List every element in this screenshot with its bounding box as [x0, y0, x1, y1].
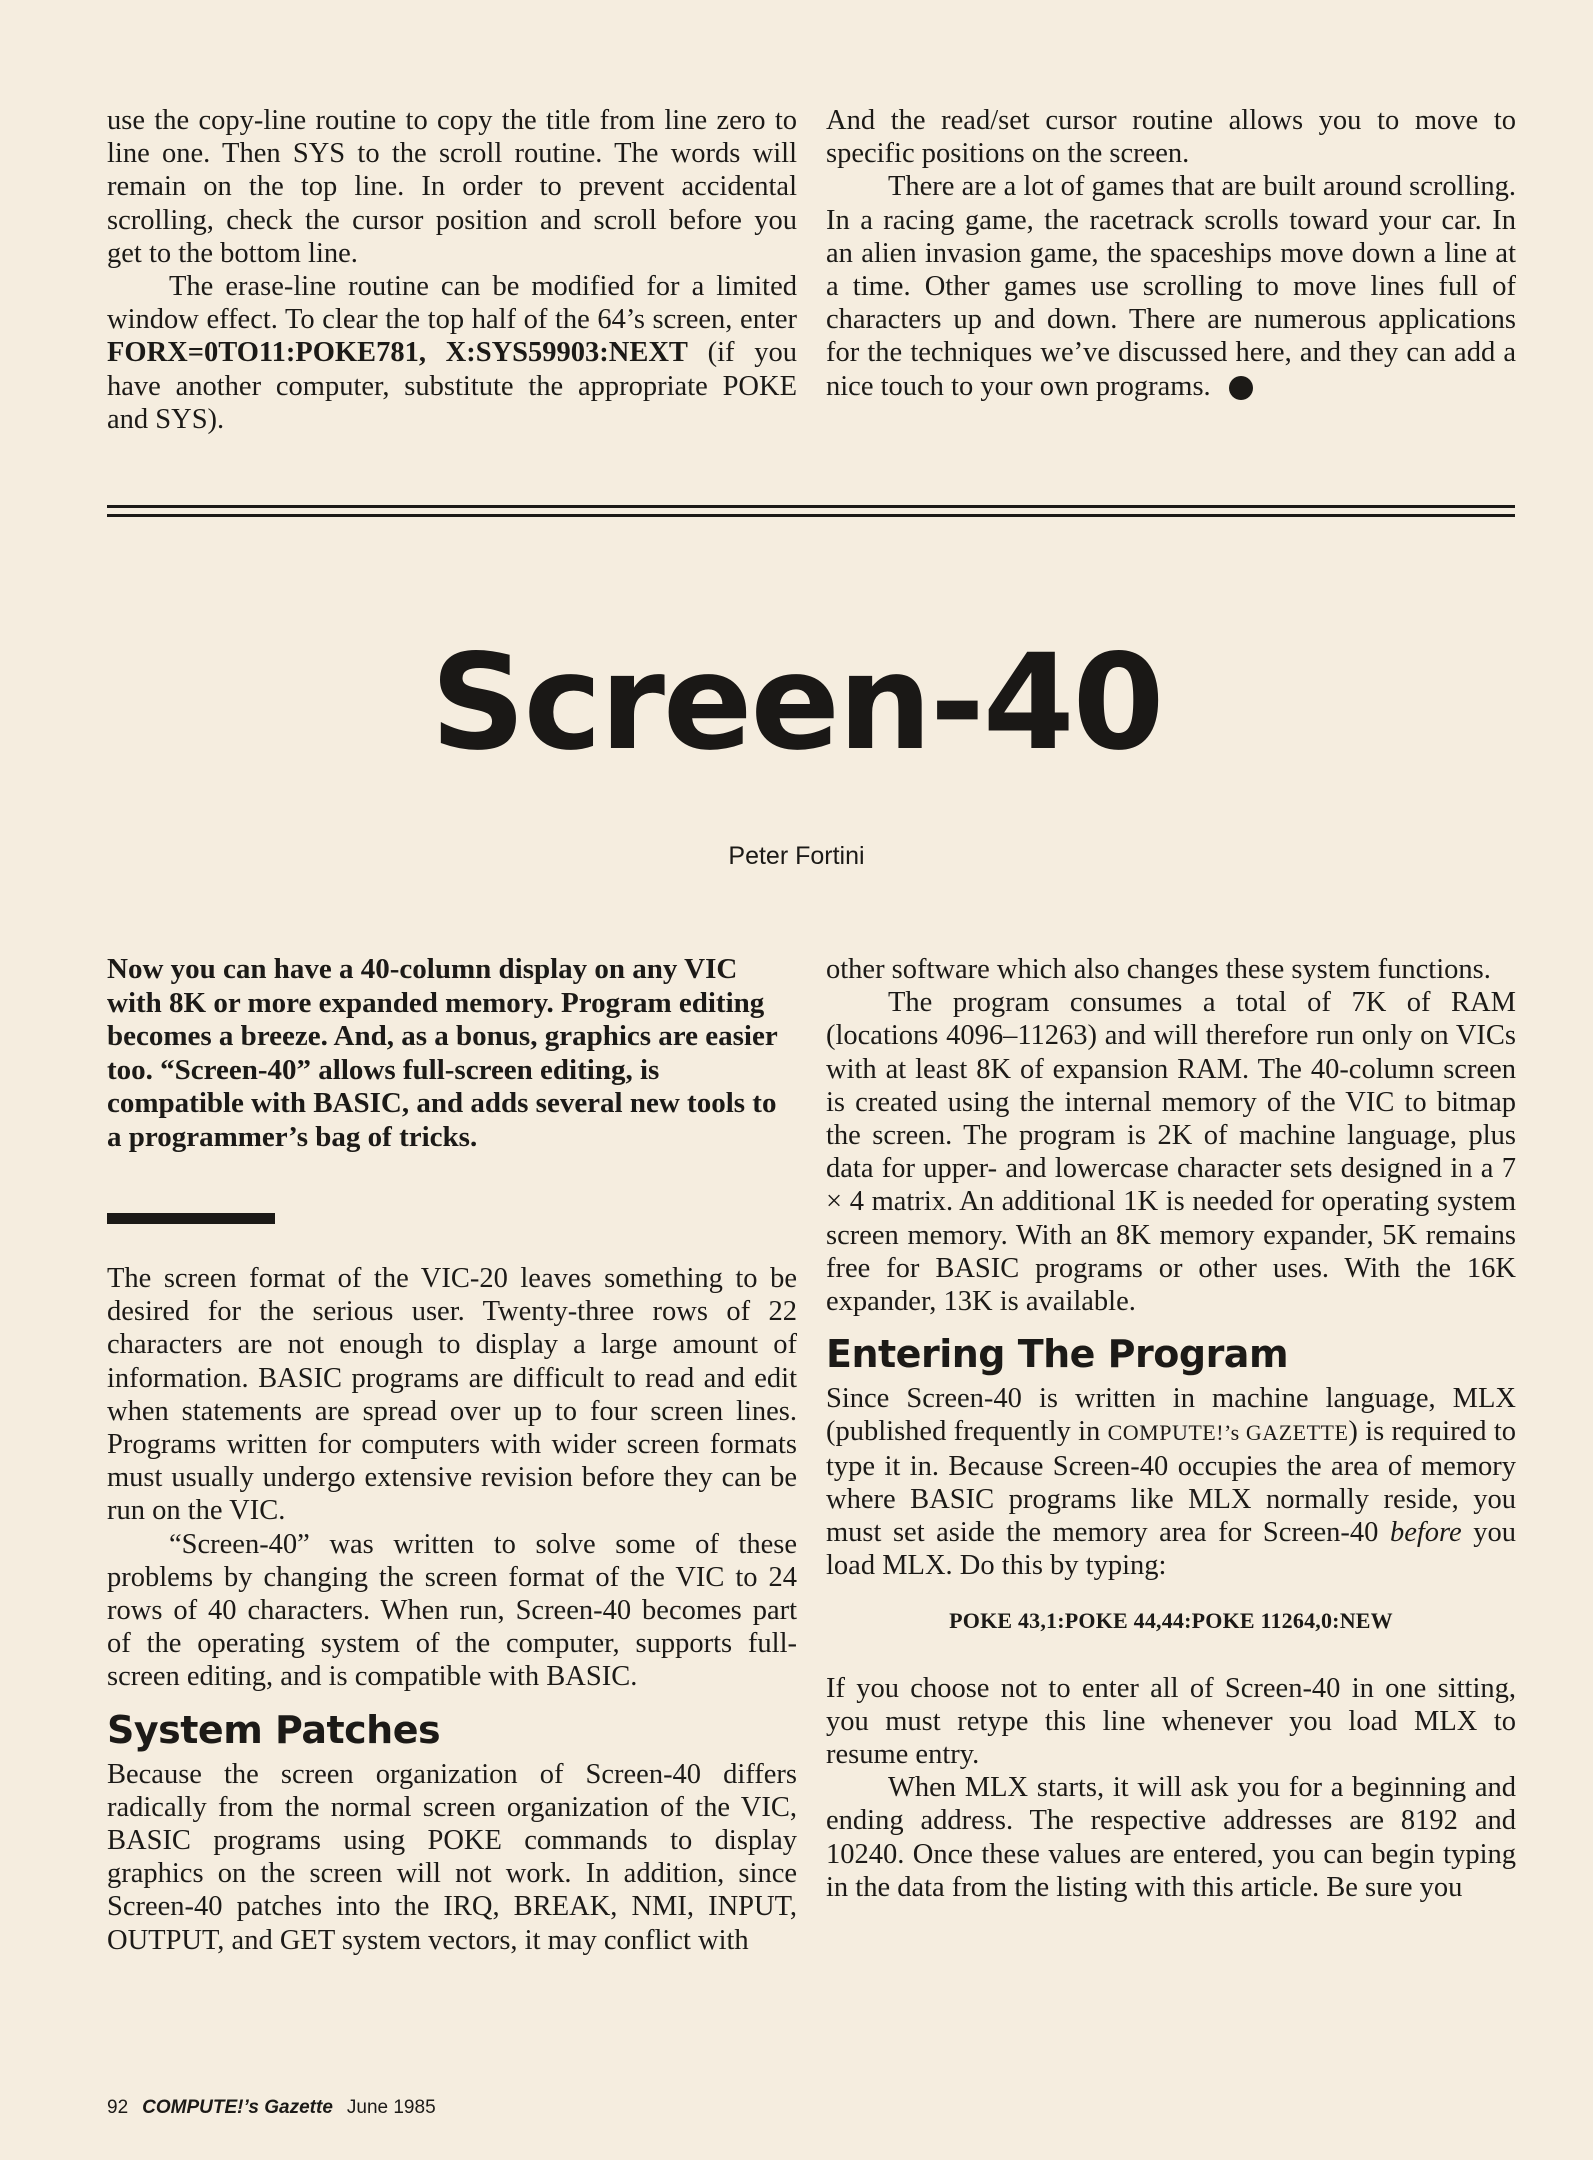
paragraph [107, 270, 797, 436]
text-run: There are a lot of games that are built around scrolling. In a racing game, the racetrack scrolls toward your car. In an alien invasion game, the spaceships move down a line at a time. Other games use scrolling to move lines full of characters up and down. There are numerous applications for the techniques we’ve discussed here, and they can add a nice touch to your own programs. [826, 171, 1516, 402]
issue-date: June 1985 [346, 2097, 436, 2118]
paragraph: The program consumes a total of 7K of RAM (locations 4096–11263) and will therefore run only on VICs with at least 8K of expansion RAM. The 40-column screen is created using the internal memory of the VIC to bitmap the screen. The program is 2K of machine language, plus data for upper- and lowercase character sets designed in a 7 × 4 matrix. An additional 1K is needed for operating system screen memory. With an 8K memory expander, 5K remains free for BASIC programs or other uses. With the 16K expander, 13K is available. [826, 987, 1516, 1318]
article-title: Screen-40 [430, 626, 1163, 780]
article-lead: Now you can have a 40-column display on any VIC with 8K or more expanded memory. Program editing becomes a breeze. And, as a bonus, graphics are easier too. “Screen-40” allows full-screen editing, is compatible with BASIC, and adds several new tools to a programmer’s bag of tricks. [107, 953, 778, 1153]
right-body-column [826, 953, 1516, 1904]
section-heading: Entering The Program [826, 1332, 1289, 1377]
paragraph: The screen format of the VIC-20 leaves something to be desired for the serious user. Twenty-three rows of 22 characters are not enough to display a large amount of information. BASIC programs are difficult to read and edit when statements are spread over up to four screen lines. Programs written for computers with wider screen formats must usually undergo extensive revision before they can be run on the VIC. [107, 1263, 797, 1527]
top-right-column [826, 104, 1516, 403]
paragraph [826, 170, 1516, 402]
text-run: The erase-line routine can be modified for a limited window effect. To clear the top half of the 64’s screen, enter [107, 271, 797, 336]
section-divider [107, 505, 1515, 508]
page-number: 92 [107, 2097, 129, 2118]
paragraph: “Screen-40” was written to solve some of these problems by changing the screen format of the VIC to 24 rows of 40 characters. When run, Screen-40 becomes part of the operating system of the computer, supports full-screen editing, and is compatible with BASIC. [107, 1528, 797, 1693]
text-run: you load MLX. Do this by typing: [826, 1517, 1516, 1582]
text-run: (if you have another computer, substitute the appropriate POKE and SYS). [107, 337, 797, 435]
left-body-column [107, 1262, 797, 1957]
paragraph: Because the screen organization of Screen-40 differs radically from the normal screen organization of the VIC, BASIC programs using POKE commands to display graphics on the screen will not work. In addition, since Screen-40 patches into the IRQ, BREAK, NMI, INPUT, OUTPUT, and GET system vectors, it may conflict with [107, 1758, 797, 1956]
publication-name: COMPUTE!’s Gazette [142, 2097, 333, 2118]
section-divider [107, 514, 1515, 517]
text-run: Since Screen-40 is written in machine language, MLX (published frequently in [826, 1383, 1516, 1448]
top-left-column [107, 104, 797, 436]
paragraph: use the copy-line routine to copy the title from line zero to line one. Then SYS to the scroll routine. The words will remain on the top line. In order to prevent accidental scrolling, check the cursor position and scroll before you get to the bottom line. [107, 105, 797, 269]
paragraph: When MLX starts, it will ask you for a beginning and ending address. The respective addresses are 8192 and 10240. Once these values are entered, you can begin typing in the data from the listing with this article. Be sure you [826, 1772, 1516, 1903]
emphasis: before [1389, 1517, 1462, 1549]
paragraph: And the read/set cursor routine allows you to move to specific positions on the screen. [826, 105, 1516, 170]
page-footer [107, 2097, 436, 2119]
magazine-name: COMPUTE!’s GAZETTE [1107, 1420, 1349, 1446]
text-run: ) is required to type it in. Because Screen-40 occupies the area of memory where BASIC programs like MLX normally reside, you must set aside the memory area for Screen-40 [826, 1416, 1516, 1549]
article-author: Peter Fortini [728, 842, 865, 870]
paragraph: If you choose not to enter all of Screen-40 in one sitting, you must retype this line whenever you load MLX to resume entry. [826, 1672, 1516, 1771]
code-line: POKE 43,1:POKE 44,44:POKE 11264,0:NEW [949, 1608, 1393, 1634]
lead-divider [107, 1213, 275, 1224]
section-heading: System Patches [107, 1707, 441, 1752]
end-of-article-icon: G [1229, 376, 1253, 400]
inline-code: FORX=0TO11:POKE781, X:SYS59903:NEXT [107, 337, 688, 369]
paragraph [826, 1382, 1516, 1582]
paragraph: other software which also changes these system functions. [826, 954, 1491, 985]
